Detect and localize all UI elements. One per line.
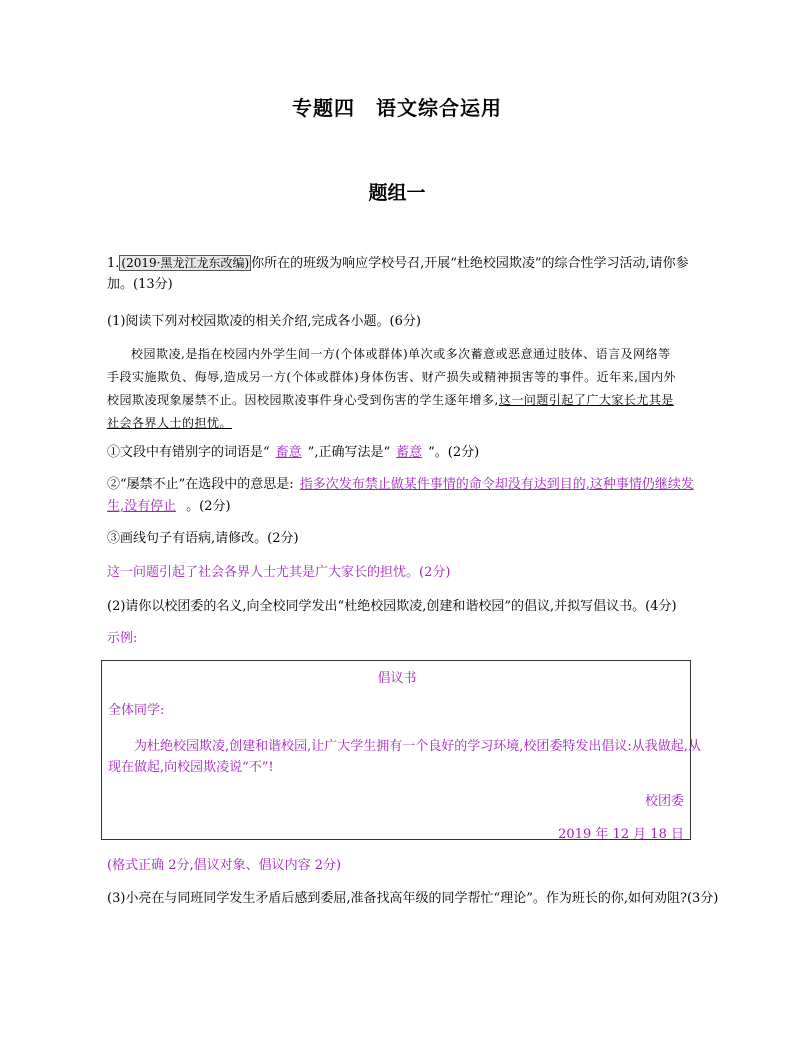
passage-line-3 [107, 389, 682, 412]
passage-line-1: 校园欺凌,是指在校园内外学生间一方(个体或群体)单次或多次蓄意或恶意通过肢体、语言及网络等 [131, 347, 671, 361]
part3-question: (3)小亮在与同班同学发生矛盾后感到委屈,准备找高年级的同学帮忙“理论”。作为班长的你,如何劝阻?(3分) [107, 891, 719, 906]
section-subtitle: 题组一 [368, 182, 426, 204]
question-b-line2 [107, 496, 692, 518]
question-c: ③画线句子有语病,请修改。(2分) [107, 531, 299, 546]
passage-text: 校园欺凌现象屡禁不止。因校园欺凌事件身心受到伤害的学生逐年增多, [107, 393, 499, 407]
part1-intro: (1)阅读下列对校园欺凌的相关介绍,完成各小题。(6分) [107, 314, 421, 329]
page-title: 专题四 语文综合运用 [292, 96, 502, 120]
question-a [107, 442, 692, 464]
passage-line-4 [107, 412, 682, 435]
answer-wrong-word: 畜意 [275, 445, 302, 460]
letter-body-line2: 现在做起,向校园欺凌说“不”! [108, 760, 274, 775]
scoring-note: (格式正确 2分,倡议对象、倡议内容 2分) [107, 858, 342, 873]
question-number: 1. [107, 256, 120, 271]
letter-date: 2019 年 12 月 18 日 [558, 827, 684, 842]
question-a-prefix: ①文段中有错别字的词语是“ [107, 445, 270, 460]
answer-correct-word: 蓄意 [396, 445, 423, 460]
passage-line-2: 手段实施欺负、侮辱,造成另一方(个体或群体)身体伤害、财产损失或精神损害等的事件。近年来,国内外 [107, 370, 676, 384]
answer-c: 这一问题引起了社会各界人士尤其是广大家长的担忧。(2分) [107, 565, 451, 580]
question-1-stem-line1 [107, 252, 692, 275]
underlined-sentence-part2: 社会各界人士的担忧。 [107, 416, 233, 430]
question-a-mid: ”,正确写法是“ [307, 445, 391, 460]
question-b-suffix: 。(2分) [186, 499, 231, 514]
letter-body-line1: 为杜绝校园欺凌,创建和谐校园,让广大学生拥有一个良好的学习环境,校团委特发出倡议:从我做起,从 [134, 739, 701, 754]
question-b-line1 [107, 474, 692, 496]
example-label: 示例: [107, 631, 138, 646]
letter-salutation: 全体同学: [108, 703, 165, 718]
question-b-prefix: ②“屡禁不止”在选段中的意思是: [107, 477, 294, 492]
question-a-suffix: ”。(2分) [428, 445, 480, 460]
proposal-letter-box [101, 660, 701, 842]
question-1-stem-line2: 加。(13分) [107, 277, 173, 292]
underlined-sentence-part1: 这一问题引起了广大家长尤其是 [498, 393, 674, 407]
part2-intro: (2)请你以校团委的名义,向全校同学发出“杜绝校园欺凌,创建和谐校园”的倡议,并拟写倡议书。(4分) [107, 599, 677, 614]
answer-b-line2: 生,没有停止 [107, 499, 177, 514]
letter-signature: 校团委 [644, 794, 684, 809]
answer-b-line1: 指多次发布禁止做某件事情的命令却没有达到目的,这种事情仍继续发 [299, 477, 694, 492]
letter-heading: 倡议书 [377, 671, 417, 686]
question-stem: 你所在的班级为响应学校号召,开展“杜绝校园欺凌”的综合性学习活动,请你参 [251, 256, 689, 271]
source-tag: (2019·黑龙江龙东改编) [121, 256, 250, 270]
